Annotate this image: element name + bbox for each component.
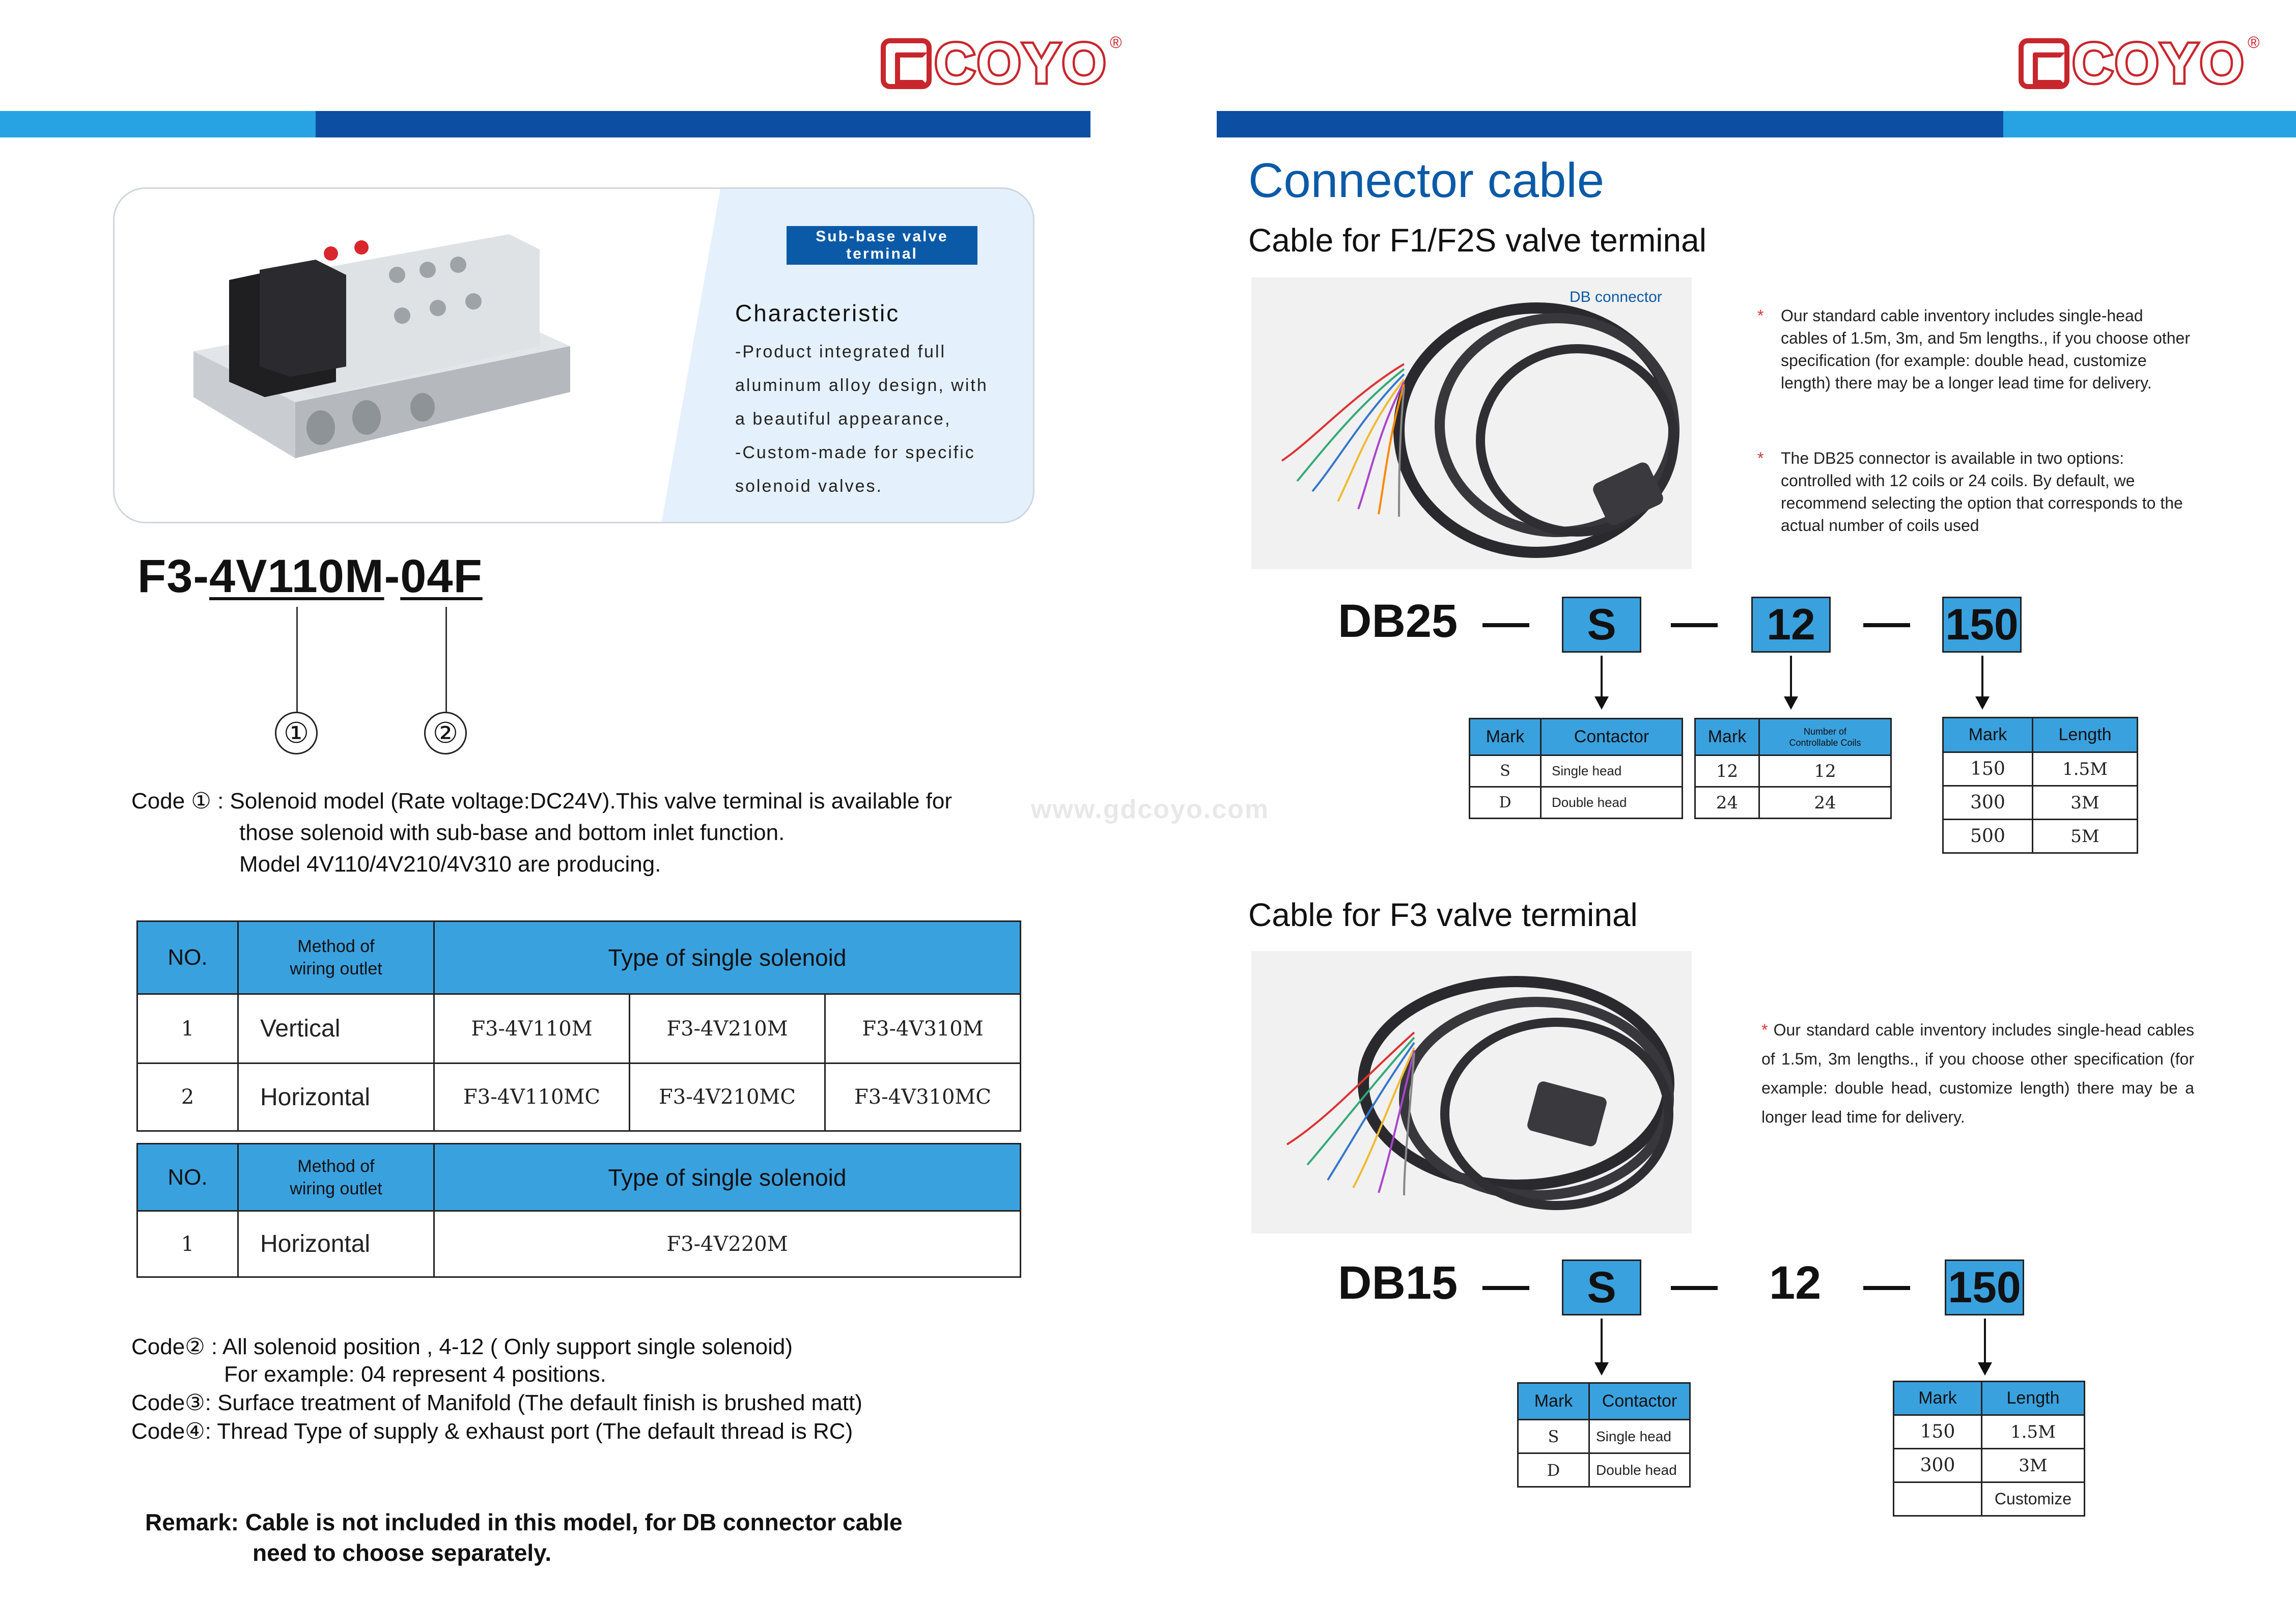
valve-terminal-photo xyxy=(183,214,580,499)
header-coils: Number of Controllable Coils xyxy=(1759,719,1891,755)
header-mark: Mark xyxy=(1943,718,2033,752)
code3-line: Code③: Surface treatment of Manifold (The default finish is brushed matt) xyxy=(131,1390,862,1415)
cell-value: Single head xyxy=(1541,755,1683,787)
note-star: * xyxy=(1757,306,1764,325)
header-length: Length xyxy=(2033,718,2138,752)
table-row xyxy=(1894,1482,2085,1516)
cell-value: Double head xyxy=(1589,1453,1690,1487)
db15-code: DB15 xyxy=(1338,1257,1458,1309)
marker-2: ② xyxy=(424,712,467,754)
section-title-f1f2s: Cable for F1/F2S valve terminal xyxy=(1248,222,1706,259)
table-row xyxy=(1470,755,1683,787)
cell-type: F3-4V210MC xyxy=(630,1063,825,1131)
code-contactor-box: S xyxy=(1562,597,1641,653)
arrow-down-icon xyxy=(1981,656,1983,698)
model-part-1: 4V110M xyxy=(209,550,384,602)
solenoid-type-table-2 xyxy=(136,1143,1021,1278)
model-code xyxy=(137,550,483,603)
note-2 xyxy=(1757,447,2190,537)
code-contactor-box: S xyxy=(1562,1259,1641,1315)
header-contactor: Contactor xyxy=(1541,719,1683,755)
brand-name: COYO xyxy=(2073,32,2246,95)
watermark: www.gdcoyo.com xyxy=(1031,795,1270,824)
cell-mark: 150 xyxy=(1894,1415,1982,1449)
dash xyxy=(1863,623,1910,627)
coils-table-db25 xyxy=(1694,718,1892,819)
db25-code: DB25 xyxy=(1338,595,1458,647)
leader-line-1 xyxy=(296,607,298,712)
characteristic-title: Characteristic xyxy=(735,300,900,326)
table-row xyxy=(1470,787,1683,819)
arrow-down-icon xyxy=(1790,656,1792,698)
table-row xyxy=(1695,755,1891,787)
header-mark: Mark xyxy=(1470,719,1541,755)
code-length-box: 150 xyxy=(1942,597,2022,653)
header-method: Method of wiring outlet xyxy=(238,921,434,994)
remark-line-1: Remark: Cable is not included in this model, for DB connector cable xyxy=(145,1509,903,1535)
cell-value: Double head xyxy=(1541,787,1683,819)
note-1 xyxy=(1757,304,2190,394)
code-coils-plain: 12 xyxy=(1769,1257,1822,1309)
dash xyxy=(1671,1286,1718,1290)
characteristic-line: -Custom-made for specific xyxy=(735,443,975,462)
table-row xyxy=(137,994,1021,1063)
cell-value: 3M xyxy=(2033,786,2138,820)
length-table-db25 xyxy=(1942,717,2138,854)
cell-mark: 300 xyxy=(1894,1449,1982,1482)
code1-line-2: those solenoid with sub-base and bottom inlet function. xyxy=(239,820,785,845)
left-header-bar-light xyxy=(0,111,316,137)
arrow-down-icon xyxy=(1601,1319,1603,1364)
marker-1: ① xyxy=(275,712,318,754)
table-row xyxy=(1943,820,2138,853)
arrow-down-icon xyxy=(1601,656,1603,698)
cell-type: F3-4V310M xyxy=(825,994,1021,1063)
cell-value: 1.5M xyxy=(1982,1415,2085,1449)
table-row xyxy=(1518,1453,1690,1487)
table-row xyxy=(1894,1449,2085,1482)
right-header-bar-light xyxy=(2003,111,2296,137)
brand-logo-right xyxy=(2019,33,2260,94)
dash xyxy=(1482,1286,1529,1290)
header-type: Type of single solenoid xyxy=(434,921,1021,994)
section-title-f3: Cable for F3 valve terminal xyxy=(1248,897,1638,933)
logo-c-mark-icon xyxy=(2019,38,2069,89)
right-header-bar-dark xyxy=(1217,111,2003,137)
header-mark: Mark xyxy=(1695,719,1759,755)
note-text: The DB25 connector is available in two options: controlled with 12 coils or 24 coils. By default, we recommend selecting the option that corresponds to the actual number of coils used xyxy=(1781,449,2183,535)
characteristic-line: a beautiful appearance, xyxy=(735,409,951,429)
left-header-bar-dark xyxy=(316,111,1090,137)
header-length: Length xyxy=(1982,1382,2085,1415)
leader-line-2 xyxy=(445,607,447,712)
cell-no: 1 xyxy=(137,994,238,1063)
header-method: Method of wiring outlet xyxy=(238,1144,434,1211)
header-contactor: Contactor xyxy=(1589,1383,1690,1420)
dash xyxy=(1482,623,1529,627)
cell-value: 1.5M xyxy=(2033,752,2138,786)
table-row xyxy=(137,1211,1021,1277)
cell-mark: 12 xyxy=(1695,755,1759,787)
cell-mark: S xyxy=(1518,1420,1589,1453)
cell-mark: 500 xyxy=(1943,820,2033,853)
cell-type: F3-4V210M xyxy=(630,994,825,1063)
cell-mark: 300 xyxy=(1943,786,2033,820)
dash xyxy=(1671,623,1718,627)
cell-type: F3-4V110M xyxy=(434,994,630,1063)
code-length-box: 150 xyxy=(1945,1259,2024,1315)
db-connector-label: DB connector xyxy=(1570,289,1662,305)
db25-cable-photo xyxy=(1251,277,1692,569)
cell-value: 5M xyxy=(2033,820,2138,853)
characteristic-line: -Product integrated full xyxy=(735,342,946,361)
model-part-2: 04F xyxy=(400,550,483,602)
code4-line: Code④: Thread Type of supply & exhaust port (The default thread is RC) xyxy=(131,1419,853,1444)
table-row xyxy=(1894,1415,2085,1449)
cell-mark: D xyxy=(1518,1453,1589,1487)
model-sep: - xyxy=(384,550,401,602)
brand-name: COYO xyxy=(935,32,1108,95)
characteristic-text xyxy=(735,335,988,503)
solenoid-type-table-1 xyxy=(136,920,1021,1132)
note-star: * xyxy=(1761,1021,1768,1039)
remark-line-2: need to choose separately. xyxy=(253,1539,552,1566)
header-no: NO. xyxy=(137,921,238,994)
table-row xyxy=(1943,752,2138,786)
table-row xyxy=(137,1063,1021,1131)
contactor-table-db15 xyxy=(1517,1382,1691,1488)
note-text: Our standard cable inventory includes single-head cables of 1.5m, 3m lengths., if you choose other specification (for example: double head, customize length) there may be a longer lead time for delivery. xyxy=(1761,1021,2195,1126)
model-prefix: F3- xyxy=(137,550,209,602)
cable-coil-image xyxy=(1251,951,1692,1234)
cell-method: Horizontal xyxy=(238,1063,434,1131)
cable-coil-image xyxy=(1251,277,1692,569)
header-mark: Mark xyxy=(1894,1382,1982,1415)
code2-line: Code② : All solenoid position , 4-12 ( Only support single solenoid) xyxy=(131,1334,793,1359)
table-row xyxy=(1518,1420,1690,1453)
cell-type: F3-4V310MC xyxy=(825,1063,1021,1131)
code1-line-1: Code ① : Solenoid model (Rate voltage:DC24V).This valve terminal is available for xyxy=(131,789,952,814)
cell-value: 12 xyxy=(1759,755,1891,787)
code1-line-3: Model 4V110/4V210/4V310 are producing. xyxy=(239,852,661,877)
cell-value: 24 xyxy=(1759,787,1891,819)
arrow-down-icon xyxy=(1984,1319,1986,1364)
cell-no: 2 xyxy=(137,1063,238,1131)
cell-value: 3M xyxy=(1982,1449,2085,1482)
cell-mark: 24 xyxy=(1695,787,1759,819)
contactor-table-db25 xyxy=(1469,718,1683,819)
characteristic-line: solenoid valves. xyxy=(735,477,883,496)
table-row xyxy=(1943,786,2138,820)
cell-type: F3-4V220M xyxy=(434,1211,1021,1277)
cell-mark: D xyxy=(1470,787,1541,819)
note-3 xyxy=(1761,1016,2194,1132)
cell-method: Vertical xyxy=(238,994,434,1063)
brand-logo-left xyxy=(881,33,1122,94)
cell-mark: S xyxy=(1470,755,1541,787)
cell-value: Customize xyxy=(1982,1482,2085,1516)
note-star: * xyxy=(1757,449,1764,467)
note-text: Our standard cable inventory includes single-head cables of 1.5m, 3m, and 5m lengths., if you choose other specification (for example: double head, customize length) there may be a longer lead time for delivery. xyxy=(1781,306,2190,392)
cell-value: Single head xyxy=(1589,1420,1690,1453)
characteristic-line: aluminum alloy design, with xyxy=(735,376,988,395)
code-coils-box: 12 xyxy=(1751,597,1831,653)
cell-method: Horizontal xyxy=(238,1211,434,1277)
logo-c-mark-icon xyxy=(881,38,932,89)
header-type: Type of single solenoid xyxy=(434,1144,1021,1211)
registered-mark: ® xyxy=(2247,33,2260,51)
dash xyxy=(1863,1286,1910,1290)
length-table-db15 xyxy=(1893,1381,2085,1517)
code2-example: For example: 04 represent 4 positions. xyxy=(224,1362,606,1387)
cell-type: F3-4V110MC xyxy=(434,1063,630,1131)
cell-mark xyxy=(1894,1482,1982,1516)
db15-cable-photo xyxy=(1251,951,1692,1234)
cell-mark: 150 xyxy=(1943,752,2033,786)
header-mark: Mark xyxy=(1518,1383,1589,1420)
registered-mark: ® xyxy=(1109,33,1122,51)
sub-base-valve-tag: Sub-base valve terminal xyxy=(787,226,977,265)
table-row xyxy=(1695,787,1891,819)
header-no: NO. xyxy=(137,1144,238,1211)
page-title: Connector cable xyxy=(1248,153,1605,208)
cell-no: 1 xyxy=(137,1211,238,1277)
